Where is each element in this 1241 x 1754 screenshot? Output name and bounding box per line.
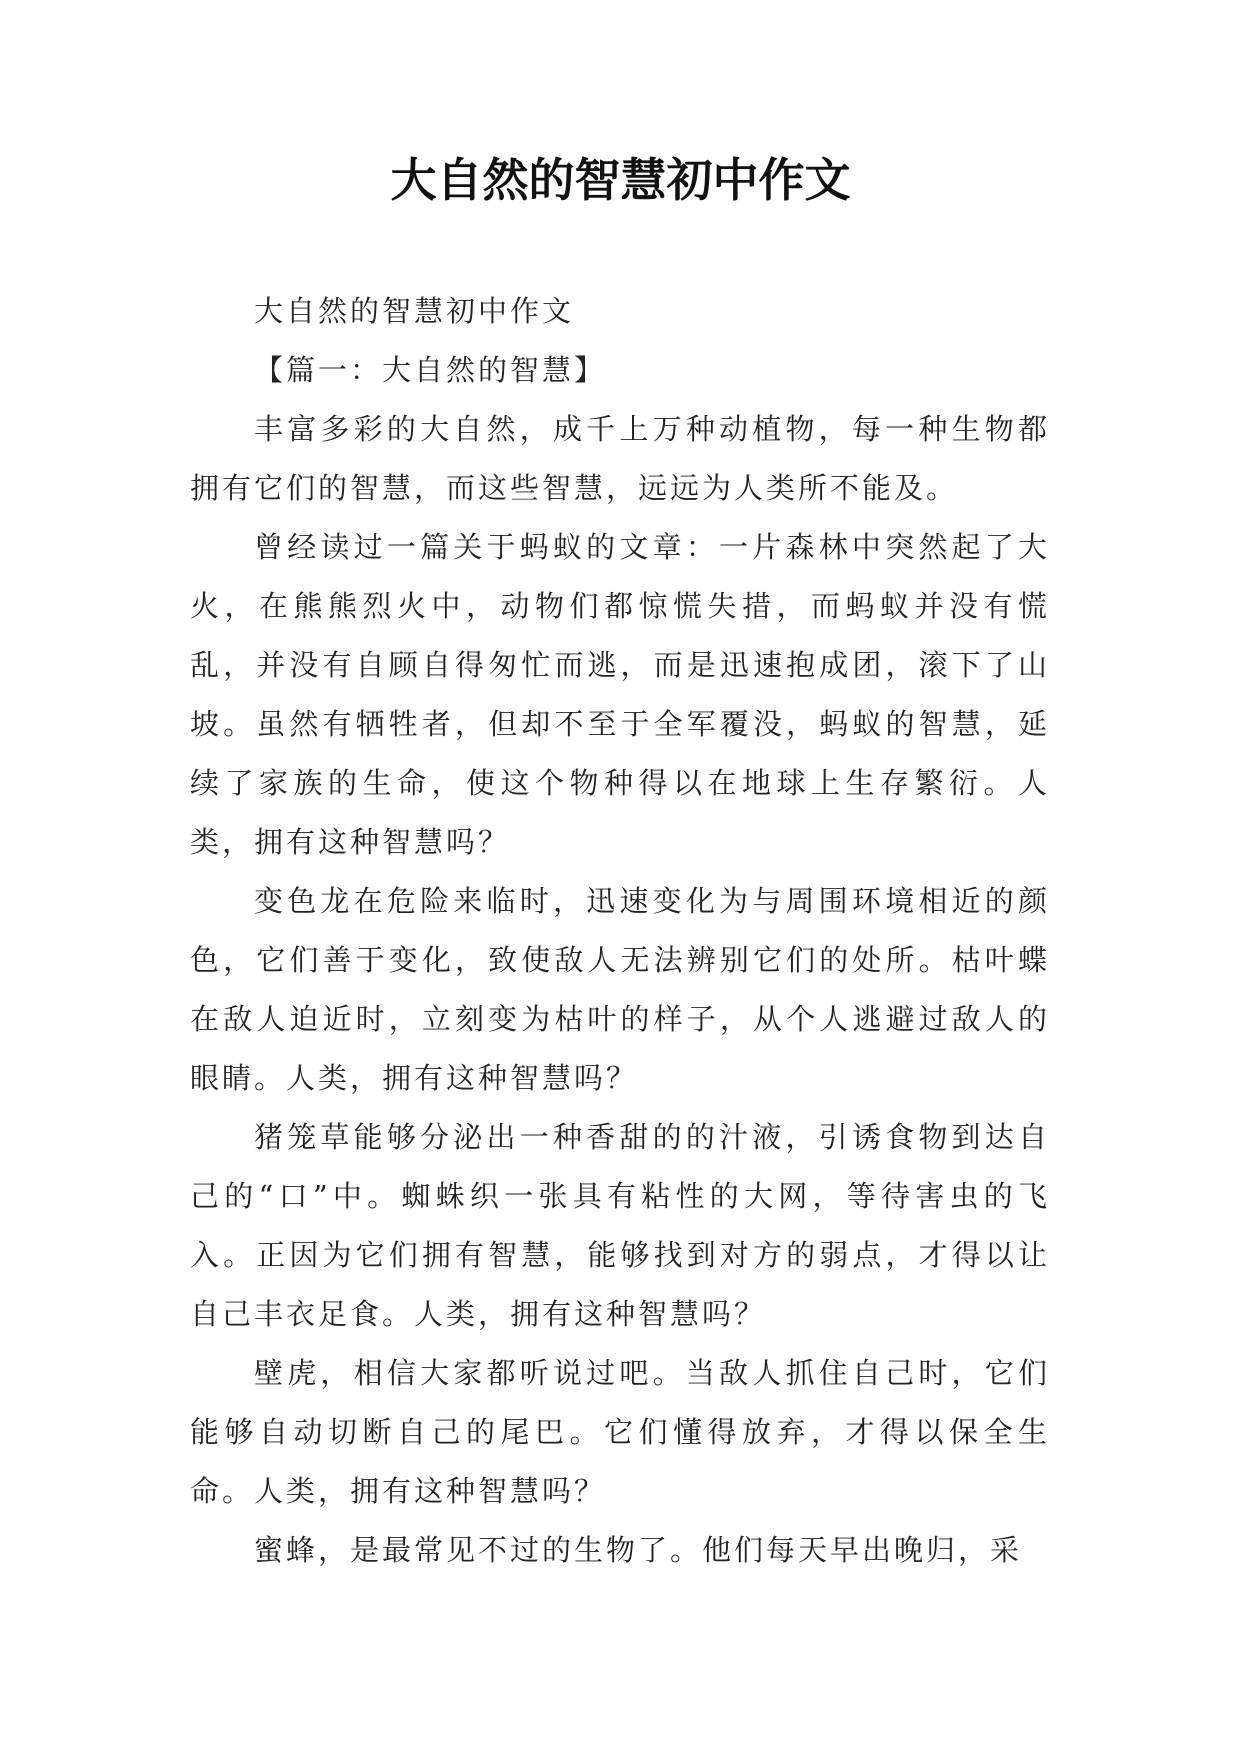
paragraph-3: 变色龙在危险来临时，迅速变化为与周围环境相近的颜色，它们善于变化，致使敌人无法辨别它们的处所。枯叶蝶在敌人迫近时，立刻变为枯叶的样子，从个人逃避过敌人的眼睛。人类，拥有这种智慧吗？ xyxy=(190,884,1050,1095)
document-title: 大自然的智慧初中作文 xyxy=(390,153,851,207)
paragraph-6: 蜜蜂，是最常见不过的生物了。他们每天早出晚归，采 xyxy=(254,1533,1023,1567)
paragraph-1: 丰富多彩的大自然，成千上万种动植物，每一种生物都拥有它们的智慧，而这些智慧，远远为人类所不能及。 xyxy=(190,412,1050,505)
document-subtitle: 大自然的智慧初中作文 xyxy=(254,294,575,328)
paragraph-2: 曾经读过一篇关于蚂蚁的文章：一片森林中突然起了大火，在熊熊烈火中，动物们都惊慌失措，而蚂蚁并没有慌乱，并没有自顾自得匆忙而逃，而是迅速抱成团，滚下了山坡。虽然有牺牲者，但却不至于全军覆没，蚂蚁的智慧，延续了家族的生命，使这个物种得以在地球上生存繁衍。人类，拥有这种智慧吗？ xyxy=(190,530,1050,859)
paragraph-4: 猪笼草能够分泌出一种香甜的的汁液，引诱食物到达自己的“口”中。蜘蛛织一张具有粘性的大网，等待害虫的飞入。正因为它们拥有智慧，能够找到对方的弱点，才得以让自己丰衣足食。人类，拥有这种智慧吗？ xyxy=(190,1120,1050,1331)
section-heading: 【篇一：大自然的智慧】 xyxy=(254,353,607,387)
paragraph-5: 壁虎，相信大家都听说过吧。当敌人抓住自己时，它们能够自动切断自己的尾巴。它们懂得放弃，才得以保全生命。人类，拥有这种智慧吗？ xyxy=(190,1356,1050,1508)
document-body xyxy=(190,282,1050,1580)
